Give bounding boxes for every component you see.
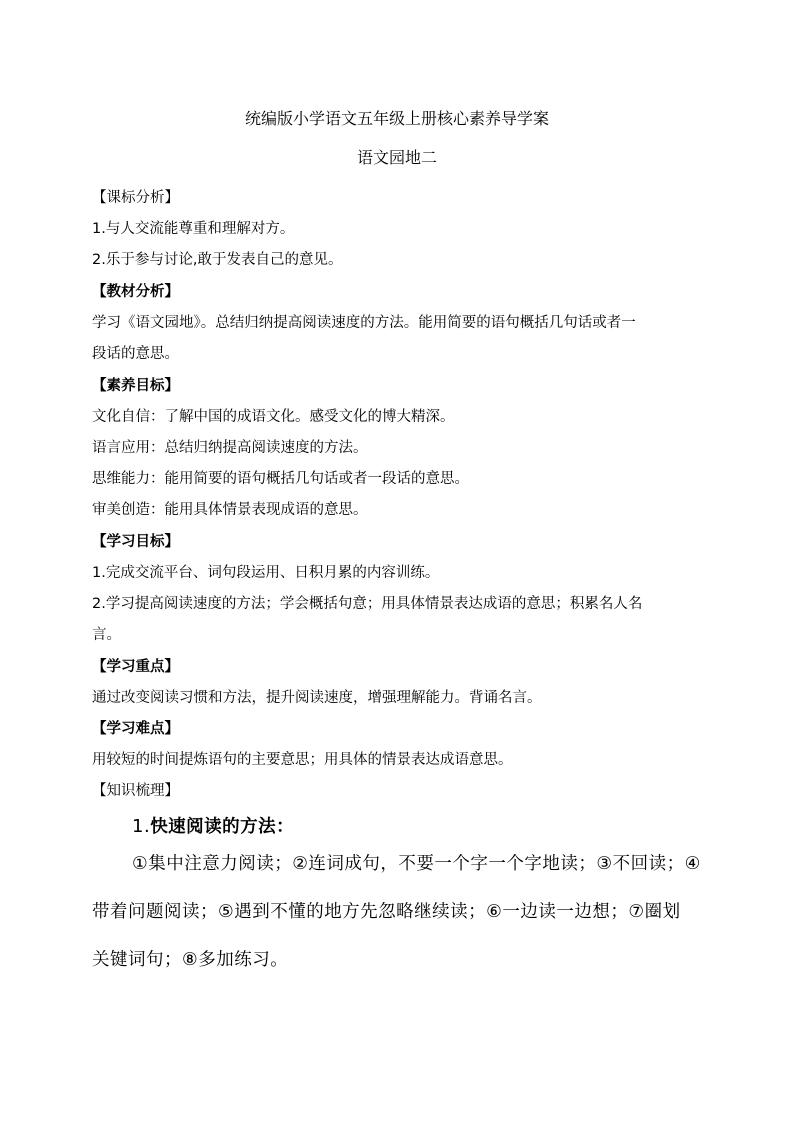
- method-line-3: 关键词句；⑧多加练习。: [92, 950, 289, 970]
- document-title: 统编版小学语文五年级上册核心素养导学案: [244, 109, 549, 128]
- section-heading-suyang: 【素养目标】: [92, 378, 179, 394]
- method-title: 快速阅读的方法：: [150, 817, 295, 837]
- xuexi-mubiao-line-2: 2.学习提高阅读速度的方法；学会概括句意；用具体情景表达成语的意思；积累名人名: [92, 596, 643, 612]
- suyang-line-2: 语言应用：总结归纳提高阅读速度的方法。: [92, 440, 368, 456]
- kebiao-line-1: 1.与人交流能尊重和理解对方。: [92, 221, 295, 237]
- section-heading-jiaocai: 【教材分析】: [92, 284, 179, 300]
- xuexi-mubiao-line-1: 1.完成交流平台、词句段运用、日积月累的内容训练。: [92, 565, 440, 581]
- jiaocai-line-1: 学习《语文园地》。总结归纳提高阅读速度的方法。能用简要的语句概括几句话或者一: [92, 315, 636, 331]
- section-heading-xuexi-mubiao: 【学习目标】: [92, 534, 179, 550]
- section-heading-zhongdian: 【学习重点】: [92, 659, 179, 675]
- xuexi-mubiao-line-3: 言。: [92, 627, 121, 643]
- suyang-line-4: 审美创造：能用具体情景表现成语的意思。: [92, 502, 368, 518]
- section-heading-zhishi: 【知识梳理】: [92, 783, 179, 799]
- document-subtitle: 语文园地二: [356, 148, 437, 167]
- method-number: 1.: [132, 816, 151, 837]
- method-line-1: ①集中注意力阅读；②连词成句，不要一个字一个字地读；③不回读；④: [132, 854, 701, 874]
- method-heading: [132, 813, 294, 838]
- suyang-line-3: 思维能力：能用简要的语句概括几句话或者一段话的意思。: [92, 471, 469, 487]
- kebiao-line-2: 2.乐于参与讨论,敢于发表自己的意见。: [92, 252, 343, 268]
- section-heading-kebiao: 【课标分析】: [92, 190, 179, 206]
- jiaocai-line-2: 段话的意思。: [92, 346, 179, 362]
- nandian-line-1: 用较短的时间提炼语句的主要意思；用具体的情景表达成语意思。: [92, 752, 513, 768]
- section-heading-nandian: 【学习难点】: [92, 721, 179, 737]
- zhongdian-line-1: 通过改变阅读习惯和方法，提升阅读速度，增强理解能力。背诵名言。: [92, 690, 542, 706]
- method-line-2: 带着问题阅读；⑤遇到不懂的地方先忽略继续读；⑥一边读一边想；⑦圈划: [92, 902, 681, 922]
- suyang-line-1: 文化自信：了解中国的成语文化。感受文化的博大精深。: [92, 409, 455, 425]
